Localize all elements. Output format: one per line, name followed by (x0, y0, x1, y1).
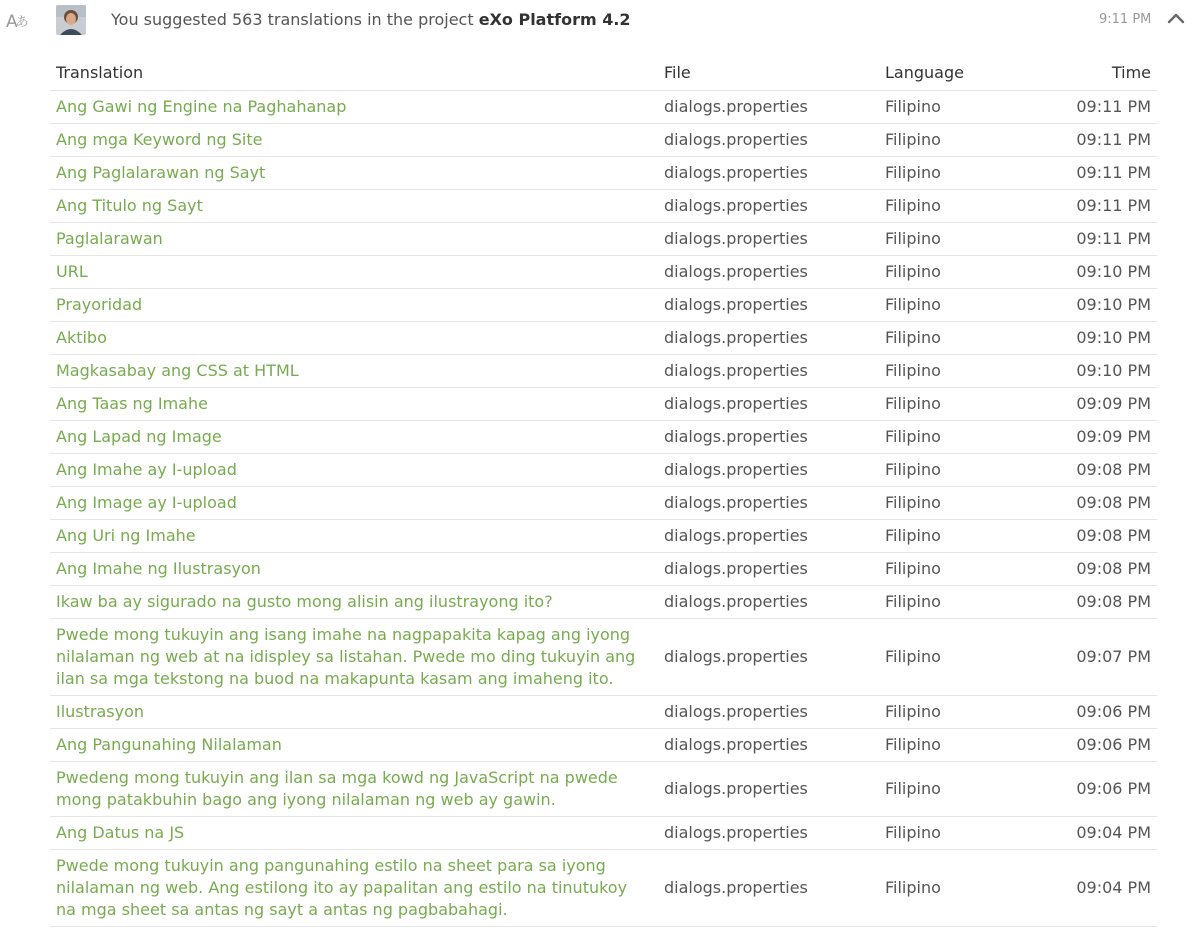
translation-link[interactable]: Ang Titulo ng Sayt (50, 190, 658, 223)
language-cell: Filipino (879, 421, 1039, 454)
user-avatar-image (56, 5, 86, 35)
table-row (50, 157, 1157, 190)
language-cell: Filipino (879, 586, 1039, 619)
table-row (50, 124, 1157, 157)
time-cell: 09:11 PM (1039, 157, 1157, 190)
table-row (50, 619, 1157, 696)
time-cell: 09:08 PM (1039, 553, 1157, 586)
table-row (50, 91, 1157, 124)
file-cell: dialogs.properties (658, 762, 879, 817)
translation-link[interactable]: Pwede mong tukuyin ang pangunahing estilo na sheet para sa iyong nilalaman ng web. Ang estilong ito ay papalitan ang estilo na tinutukoy na mga sheet sa antas ng sayt a antas ng pagbabahagi. (50, 850, 658, 927)
file-cell: dialogs.properties (658, 322, 879, 355)
language-cell: Filipino (879, 696, 1039, 729)
table-row (50, 762, 1157, 817)
translation-link[interactable]: Ang Image ay I-upload (50, 487, 658, 520)
file-cell: dialogs.properties (658, 487, 879, 520)
table-row (50, 256, 1157, 289)
time-cell: 09:10 PM (1039, 322, 1157, 355)
file-cell: dialogs.properties (658, 124, 879, 157)
file-cell: dialogs.properties (658, 223, 879, 256)
file-cell: dialogs.properties (658, 817, 879, 850)
time-cell: 09:10 PM (1039, 355, 1157, 388)
table-row (50, 696, 1157, 729)
translation-link[interactable]: Ang Paglalarawan ng Sayt (50, 157, 658, 190)
avatar[interactable] (56, 5, 86, 35)
table-row (50, 388, 1157, 421)
translation-link[interactable]: Ang Lapad ng Image (50, 421, 658, 454)
headline-text: You suggested 563 translations in the project (111, 10, 474, 29)
time-cell: 09:11 PM (1039, 91, 1157, 124)
file-cell: dialogs.properties (658, 289, 879, 322)
language-cell: Filipino (879, 91, 1039, 124)
language-cell: Filipino (879, 322, 1039, 355)
table-row (50, 355, 1157, 388)
translation-link[interactable]: Pwedeng mong tukuyin ang ilan sa mga kowd ng JavaScript na pwede mong patakbuhin bago ang iyong nilalaman ng web ay gawin. (50, 762, 658, 817)
time-cell: 09:10 PM (1039, 289, 1157, 322)
column-header-language: Language (879, 55, 1039, 91)
language-cell: Filipino (879, 817, 1039, 850)
translation-link[interactable]: Ang Taas ng Imahe (50, 388, 658, 421)
language-cell: Filipino (879, 124, 1039, 157)
language-cell: Filipino (879, 850, 1039, 927)
translation-link[interactable]: Ang Imahe ng Ilustrasyon (50, 553, 658, 586)
file-cell: dialogs.properties (658, 355, 879, 388)
table-row (50, 817, 1157, 850)
language-cell: Filipino (879, 388, 1039, 421)
time-cell: 09:08 PM (1039, 487, 1157, 520)
column-header-time: Time (1039, 55, 1157, 91)
file-cell: dialogs.properties (658, 619, 879, 696)
language-cell: Filipino (879, 355, 1039, 388)
translation-link[interactable]: Ang Datus na JS (50, 817, 658, 850)
table-row (50, 421, 1157, 454)
chevron-up-icon[interactable] (1166, 10, 1186, 26)
file-cell: dialogs.properties (658, 256, 879, 289)
time-cell: 09:10 PM (1039, 256, 1157, 289)
file-cell: dialogs.properties (658, 586, 879, 619)
time-cell: 09:08 PM (1039, 520, 1157, 553)
translate-icon: Aあ (6, 12, 27, 32)
table-header-row (50, 55, 1157, 91)
translations-table-body (50, 91, 1157, 927)
time-cell: 09:06 PM (1039, 729, 1157, 762)
language-cell: Filipino (879, 729, 1039, 762)
time-cell: 09:11 PM (1039, 190, 1157, 223)
language-cell: Filipino (879, 762, 1039, 817)
file-cell: dialogs.properties (658, 91, 879, 124)
translation-link[interactable]: Aktibo (50, 322, 658, 355)
translation-link[interactable]: Ang Imahe ay I-upload (50, 454, 658, 487)
time-cell: 09:06 PM (1039, 762, 1157, 817)
activity-headline (111, 9, 631, 31)
translation-link[interactable]: URL (50, 256, 658, 289)
table-row (50, 322, 1157, 355)
project-name[interactable]: eXo Platform 4.2 (478, 10, 631, 29)
language-cell: Filipino (879, 223, 1039, 256)
file-cell: dialogs.properties (658, 696, 879, 729)
file-cell: dialogs.properties (658, 850, 879, 927)
time-cell: 09:07 PM (1039, 619, 1157, 696)
translations-table (50, 55, 1157, 927)
translation-link[interactable]: Ang Gawi ng Engine na Paghahanap (50, 91, 658, 124)
time-cell: 09:06 PM (1039, 696, 1157, 729)
language-cell: Filipino (879, 454, 1039, 487)
file-cell: dialogs.properties (658, 157, 879, 190)
time-cell: 09:04 PM (1039, 850, 1157, 927)
table-row (50, 454, 1157, 487)
table-row (50, 289, 1157, 322)
table-row (50, 520, 1157, 553)
time-cell: 09:09 PM (1039, 388, 1157, 421)
file-cell: dialogs.properties (658, 454, 879, 487)
language-cell: Filipino (879, 619, 1039, 696)
language-cell: Filipino (879, 553, 1039, 586)
file-cell: dialogs.properties (658, 388, 879, 421)
table-row (50, 190, 1157, 223)
activity-time: 9:11 PM (1099, 12, 1152, 27)
language-cell: Filipino (879, 520, 1039, 553)
language-cell: Filipino (879, 289, 1039, 322)
language-cell: Filipino (879, 487, 1039, 520)
language-cell: Filipino (879, 157, 1039, 190)
time-cell: 09:11 PM (1039, 223, 1157, 256)
translation-link[interactable]: Ikaw ba ay sigurado na gusto mong alisin ang ilustrayong ito? (50, 586, 658, 619)
translation-link[interactable]: Magkasabay ang CSS at HTML (50, 355, 658, 388)
language-cell: Filipino (879, 190, 1039, 223)
translation-link[interactable]: Paglalarawan (50, 223, 658, 256)
translation-link[interactable]: Prayoridad (50, 289, 658, 322)
time-cell: 09:08 PM (1039, 586, 1157, 619)
translation-link[interactable]: Ang Uri ng Imahe (50, 520, 658, 553)
file-cell: dialogs.properties (658, 520, 879, 553)
translation-link[interactable]: Pwede mong tukuyin ang isang imahe na nagpapakita kapag ang iyong nilalaman ng web at na idispley sa listahan. Pwede mo ding tukuyin ang ilan sa mga tekstong na buod na makapunta kasam ang imaheng ito. (50, 619, 658, 696)
language-cell: Filipino (879, 256, 1039, 289)
translation-link[interactable]: Ilustrasyon (50, 696, 658, 729)
table-row (50, 729, 1157, 762)
file-cell: dialogs.properties (658, 729, 879, 762)
table-row (50, 553, 1157, 586)
translation-link[interactable]: Ang Pangunahing Nilalaman (50, 729, 658, 762)
table-row (50, 223, 1157, 256)
table-row (50, 850, 1157, 927)
time-cell: 09:11 PM (1039, 124, 1157, 157)
column-header-translation: Translation (50, 55, 658, 91)
time-cell: 09:04 PM (1039, 817, 1157, 850)
column-header-file: File (658, 55, 879, 91)
time-cell: 09:08 PM (1039, 454, 1157, 487)
table-row (50, 487, 1157, 520)
translation-link[interactable]: Ang mga Keyword ng Site (50, 124, 658, 157)
time-cell: 09:09 PM (1039, 421, 1157, 454)
file-cell: dialogs.properties (658, 553, 879, 586)
table-row (50, 586, 1157, 619)
file-cell: dialogs.properties (658, 421, 879, 454)
file-cell: dialogs.properties (658, 190, 879, 223)
